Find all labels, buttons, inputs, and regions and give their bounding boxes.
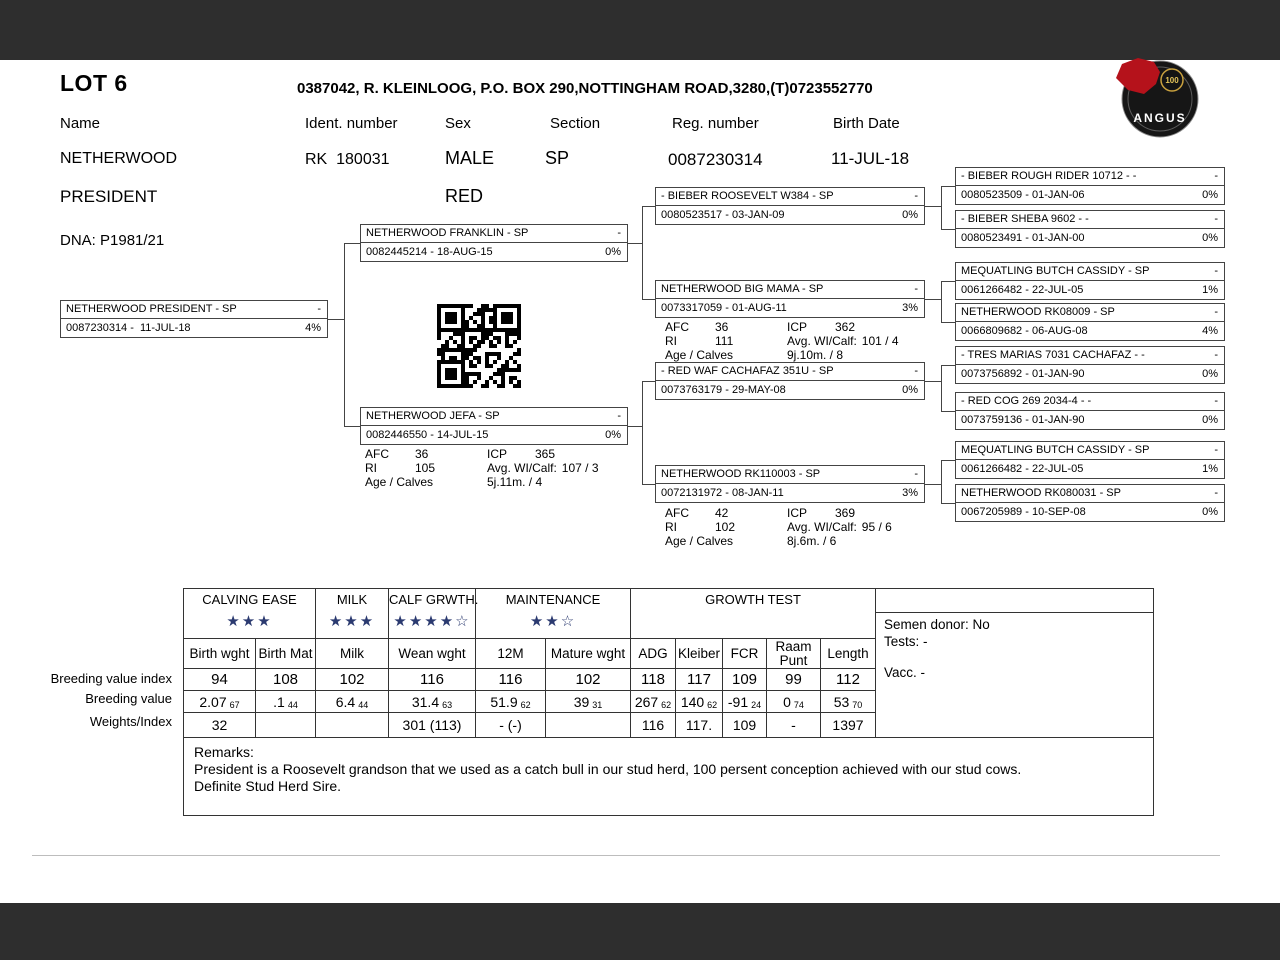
animal-reg: 0073756892 - 01-JAN-90 (961, 367, 1085, 380)
value-cell (821, 691, 876, 712)
section-value: SP (545, 148, 570, 168)
connector-line (941, 186, 955, 187)
col-mature-wght: Mature wght (546, 639, 631, 668)
pedigree-name-row (956, 211, 1224, 229)
avg-value: 95 / 6 (861, 520, 892, 534)
remarks-section (184, 737, 1153, 815)
col-birth-wght: Birth wght (184, 639, 256, 668)
pedigree-box-dam (360, 407, 628, 445)
pedigree-name-row (956, 347, 1224, 365)
inbreeding-pct: 3% (902, 486, 918, 499)
ri-value: 111 (715, 334, 734, 348)
weight-cell: 109 (723, 713, 767, 737)
label-ident-number: Ident. number (305, 115, 398, 132)
index-cell: 102 (546, 669, 631, 690)
connector-line (925, 484, 941, 485)
animal-reg: 0073317059 - 01-AUG-11 (661, 301, 787, 314)
weight-cell (256, 713, 316, 737)
dash: - (1214, 306, 1218, 318)
connector-line (642, 381, 643, 484)
ebv-value: 53 (833, 693, 850, 710)
remarks-text: President is a Roosevelt grandson that we used as a catch bull in our stud herd, 100 persent conception achieved with our stud cows. Definite Stud Herd Sire. (194, 761, 1022, 794)
connector-line (941, 365, 955, 366)
pedigree-reg-row (61, 319, 327, 337)
group-maintenance (476, 589, 631, 638)
lot-number: LOT 6 (60, 70, 128, 96)
col-12m: 12M (476, 639, 546, 668)
avg-label: Avg. WI/Calf: (487, 461, 557, 475)
connector-line (941, 503, 955, 504)
connector-line (925, 299, 941, 300)
connector-line (941, 365, 942, 411)
dna-number: DNA: P1981/21 (60, 232, 165, 249)
pedigree-reg-row (656, 299, 924, 317)
pedigree-name-row (956, 168, 1224, 186)
pedigree-name-row (361, 225, 627, 243)
ebv-accuracy: 31 (592, 699, 603, 710)
value-cell (631, 691, 676, 712)
value-cell (546, 691, 631, 712)
afc-value: 36 (415, 447, 429, 461)
pedigree-reg-row (956, 503, 1224, 521)
animal-reg: 0080523491 - 01-JAN-00 (961, 231, 1085, 244)
dash: - (1214, 349, 1218, 361)
stats-line (665, 334, 899, 348)
age-label: Age / Calves (365, 475, 434, 489)
animal-name: NETHERWOOD FRANKLIN - SP (366, 227, 529, 239)
connector-line (642, 299, 655, 300)
star-rating: ★★★★☆ (393, 613, 471, 630)
weight-cell: 32 (184, 713, 256, 737)
animal-reg: 0082445214 - 18-AUG-15 (366, 245, 493, 258)
value-cell (723, 691, 767, 712)
avg-label: Avg. WI/Calf: (787, 520, 857, 534)
animal-name: MEQUATLING BUTCH CASSIDY - SP (961, 444, 1150, 456)
pedigree-box-ggp2 (955, 210, 1225, 248)
stats-dam (365, 447, 599, 489)
dash: - (1214, 395, 1218, 407)
animal-reg: 0087230314 - 11-JUL-18 (66, 321, 191, 334)
pedigree-reg-row (956, 365, 1224, 383)
weight-cell: 1397 (821, 713, 876, 737)
connector-line (941, 411, 955, 412)
ebv-accuracy: 74 (793, 699, 804, 710)
connector-line (642, 206, 655, 207)
col-birth-mat: Birth Mat (256, 639, 316, 668)
star-rating: ★★★ (328, 613, 376, 630)
inbreeding-pct: 4% (305, 321, 321, 334)
connector-line (628, 243, 642, 244)
pedigree-reg-row (956, 281, 1224, 299)
icp-label: ICP (787, 506, 808, 520)
dash: - (1214, 444, 1218, 456)
weight-cell (316, 713, 389, 737)
side-panel-divider (876, 589, 1153, 613)
animal-name-line1: NETHERWOOD (60, 150, 178, 167)
group-label: CALF GRWTH. (389, 592, 479, 607)
group-label: MILK (336, 592, 368, 607)
logo-brand-text: ANGUS (1133, 111, 1187, 125)
connector-line (941, 229, 955, 230)
semen-donor-status: Semen donor: No (884, 617, 990, 632)
label-reg-number: Reg. number (672, 115, 759, 132)
col-fcr: FCR (723, 639, 767, 668)
connector-line (941, 460, 942, 503)
angus-logo (1108, 56, 1200, 145)
connector-line (925, 381, 941, 382)
breeding-value-index-row (184, 669, 876, 691)
inbreeding-pct: 1% (1202, 462, 1218, 475)
animal-reg: 0080523517 - 03-JAN-09 (661, 208, 785, 221)
value-cell (389, 691, 476, 712)
value-cell (184, 691, 256, 712)
row-label-breeding-value: Breeding value (85, 691, 172, 706)
pedigree-name-row (956, 393, 1224, 411)
connector-line (344, 243, 345, 426)
index-cell: 116 (476, 669, 546, 690)
star-rating: ★★☆ (529, 613, 577, 630)
index-cell: 94 (184, 669, 256, 690)
stats-line (665, 320, 899, 334)
connector-line (941, 322, 955, 323)
ebv-value: 6.4 (335, 693, 356, 710)
row-label-breeding-value-index: Breeding value index (50, 671, 172, 686)
ebv-value: 2.07 (199, 693, 227, 710)
inbreeding-pct: 0% (1202, 505, 1218, 518)
dash: - (914, 365, 918, 377)
animal-name: NETHERWOOD RK080031 - SP (961, 487, 1121, 499)
inbreeding-pct: 0% (902, 383, 918, 396)
group-label: CALVING EASE (202, 592, 297, 607)
pedigree-box-animal (60, 300, 328, 338)
label-birth-date: Birth Date (833, 115, 900, 132)
ebv-accuracy: 62 (707, 699, 718, 710)
pedigree-reg-row (956, 229, 1224, 247)
dash: - (1214, 170, 1218, 182)
weight-cell (546, 713, 631, 737)
animal-reg: 0072131972 - 08-JAN-11 (661, 486, 784, 499)
animal-name-line2: PRESIDENT (60, 187, 158, 206)
index-cell: 112 (821, 669, 876, 690)
breeding-value-row (184, 691, 876, 713)
age-value: 8j.6m. / 6 (787, 534, 837, 548)
inbreeding-pct: 1% (1202, 283, 1218, 296)
pedigree-reg-row (361, 243, 627, 261)
star-rating: ★★★ (226, 613, 273, 630)
index-cell: 108 (256, 669, 316, 690)
connector-line (344, 243, 360, 244)
index-cell: 102 (316, 669, 389, 690)
col-adg: ADG (631, 639, 676, 668)
dash: - (1214, 487, 1218, 499)
afc-label: AFC (665, 320, 689, 334)
dash: - (914, 283, 918, 295)
animal-name: NETHERWOOD RK110003 - SP (661, 468, 821, 480)
pedigree-reg-row (956, 460, 1224, 478)
animal-reg: 0082446550 - 14-JUL-15 (366, 428, 489, 441)
inbreeding-pct: 0% (1202, 413, 1218, 426)
ebv-accuracy: 63 (442, 699, 453, 710)
animal-reg: 0061266482 - 22-JUL-05 (961, 462, 1084, 475)
animal-reg: 0073763179 - 29-MAY-08 (661, 383, 786, 396)
reg-number-value: 0087230314 (668, 150, 763, 169)
viewer-bottom-bar (0, 903, 1280, 960)
ri-value: 102 (715, 520, 736, 534)
inbreeding-pct: 0% (1202, 367, 1218, 380)
pedigree-name-row (656, 363, 924, 381)
weight-cell: 301 (113) (389, 713, 476, 737)
dash: - (1214, 265, 1218, 277)
dash: - (1214, 213, 1218, 225)
inbreeding-pct: 4% (1202, 324, 1218, 337)
animal-reg: 0073759136 - 01-JAN-90 (961, 413, 1085, 426)
group-milk (316, 589, 389, 638)
value-cell (256, 691, 316, 712)
icp-label: ICP (787, 320, 808, 334)
group-label: MAINTENANCE (505, 592, 601, 607)
ebv-value: -91 (727, 693, 749, 710)
ebv-accuracy: 62 (661, 699, 672, 710)
age-label: Age / Calves (665, 348, 734, 362)
ebv-value: 267 (634, 693, 659, 710)
animal-name: - BIEBER SHEBA 9602 - - (961, 213, 1089, 225)
remarks-label: Remarks: (194, 744, 254, 760)
label-section: Section (550, 115, 601, 132)
stats-line (665, 520, 892, 534)
pedigree-box-gp2 (655, 280, 925, 318)
weight-cell: 117. (676, 713, 723, 737)
pedigree-box-ggp5 (955, 346, 1225, 384)
ebv-value: .1 (273, 693, 285, 710)
index-cell: 109 (723, 669, 767, 690)
connector-line (328, 319, 344, 320)
label-sex: Sex (445, 115, 471, 132)
pedigree-name-row (956, 485, 1224, 503)
stats-sire-dam (665, 320, 899, 362)
stats-line (365, 475, 599, 489)
col-wean-wght: Wean wght (389, 639, 476, 668)
dash: - (914, 468, 918, 480)
pedigree-box-sire (360, 224, 628, 262)
weights-index-row (184, 713, 876, 737)
pedigree-reg-row (656, 206, 924, 224)
connector-line (941, 281, 942, 322)
dash: - (317, 303, 321, 315)
pedigree-name-row (361, 408, 627, 426)
pedigree-box-ggp4 (955, 303, 1225, 341)
animal-name: - RED COG 269 2034-4 - - (961, 395, 1092, 407)
age-label: Age / Calves (665, 534, 734, 548)
pedigree-name-row (656, 188, 924, 206)
qr-code (437, 304, 523, 390)
pedigree-box-gp3 (655, 362, 925, 400)
column-header-row (184, 639, 876, 669)
pedigree-box-ggp8 (955, 484, 1225, 522)
connector-line (941, 281, 955, 282)
value-cell (316, 691, 389, 712)
pedigree-name-row (956, 442, 1224, 460)
age-value: 5j.11m. / 4 (487, 475, 543, 489)
animal-name: NETHERWOOD BIG MAMA - SP (661, 283, 824, 295)
sex-value: MALE (445, 148, 495, 168)
connector-line (628, 426, 642, 427)
anniversary-text: 100 (1165, 76, 1179, 85)
connector-line (642, 206, 643, 299)
afc-value: 42 (715, 506, 729, 520)
animal-name: MEQUATLING BUTCH CASSIDY - SP (961, 265, 1150, 277)
dash: - (617, 410, 621, 422)
col-length: Length (821, 639, 876, 668)
animal-name: - TRES MARIAS 7031 CACHAFAZ - - (961, 349, 1145, 361)
colour-value: RED (445, 186, 484, 206)
animal-name: - BIEBER ROOSEVELT W384 - SP (661, 190, 834, 202)
dash: - (914, 190, 918, 202)
inbreeding-pct: 0% (1202, 231, 1218, 244)
group-header-row (184, 589, 876, 639)
pedigree-name-row (656, 281, 924, 299)
row-label-weights-index: Weights/Index (89, 714, 172, 729)
value-cell (476, 691, 546, 712)
animal-name: NETHERWOOD JEFA - SP (366, 410, 500, 422)
angus-logo-icon (1108, 56, 1200, 140)
group-growth-test (631, 589, 876, 638)
pedigree-name-row (956, 263, 1224, 281)
ebv-accuracy: 44 (358, 699, 369, 710)
table-left-grid (184, 589, 876, 737)
inbreeding-pct: 0% (1202, 188, 1218, 201)
ebv-accuracy: 67 (229, 699, 240, 710)
weight-cell: - (-) (476, 713, 546, 737)
inbreeding-pct: 0% (605, 245, 621, 258)
pedigree-name-row (656, 466, 924, 484)
pedigree-box-gp4 (655, 465, 925, 503)
weight-cell: - (767, 713, 821, 737)
viewer-top-bar (0, 0, 1280, 60)
ri-label: RI (665, 520, 677, 534)
icp-label: ICP (487, 447, 508, 461)
ebv-value: 51.9 (490, 693, 518, 710)
stats-line (665, 534, 892, 548)
label-name: Name (60, 115, 101, 132)
ebv-value: 31.4 (411, 693, 440, 710)
group-calf-growth (389, 589, 479, 638)
ebv-value: 0 (783, 693, 791, 710)
pedigree-reg-row (361, 426, 627, 444)
ebv-value: 39 (573, 693, 590, 710)
pedigree-reg-row (656, 381, 924, 399)
footer-divider (32, 855, 1220, 856)
pedigree-name-row (956, 304, 1224, 322)
pedigree-name-row (61, 301, 327, 319)
connector-line (642, 484, 655, 485)
stats-dam-dam (665, 506, 892, 548)
birth-date-value: 11-JUL-18 (831, 149, 910, 168)
connector-line (941, 460, 955, 461)
group-label: GROWTH TEST (705, 592, 801, 607)
inbreeding-pct: 0% (902, 208, 918, 221)
inbreeding-pct: 3% (902, 301, 918, 314)
afc-value: 36 (715, 320, 729, 334)
avg-label: Avg. WI/Calf: (787, 334, 857, 348)
ebv-accuracy: 70 (852, 699, 863, 710)
ri-label: RI (665, 334, 677, 348)
animal-name: NETHERWOOD PRESIDENT - SP (66, 303, 237, 315)
avg-value: 101 / 4 (861, 334, 899, 348)
stats-line (365, 461, 599, 475)
pedigree-box-ggp7 (955, 441, 1225, 479)
index-cell: 116 (389, 669, 476, 690)
afc-label: AFC (665, 506, 689, 520)
pedigree-box-ggp3 (955, 262, 1225, 300)
value-cell (676, 691, 723, 712)
group-calving-ease (184, 589, 316, 638)
ebv-value: 140 (680, 693, 705, 710)
afc-label: AFC (365, 447, 389, 461)
value-cell (767, 691, 821, 712)
icp-value: 362 (835, 320, 856, 334)
breeder-contact-line: 0387042, R. KLEINLOOG, P.O. BOX 290,NOTTINGHAM ROAD,3280,(T)0723552770 (297, 80, 873, 97)
stats-line (665, 348, 899, 362)
pedigree-reg-row (656, 484, 924, 502)
dash: - (617, 227, 621, 239)
connector-line (642, 381, 655, 382)
tests-status: Tests: - (884, 634, 928, 649)
index-cell: 99 (767, 669, 821, 690)
breeding-value-table (183, 588, 1154, 816)
animal-reg: 0067205989 - 10-SEP-08 (961, 505, 1086, 518)
pedigree-box-ggp6 (955, 392, 1225, 430)
inbreeding-pct: 0% (605, 428, 621, 441)
index-cell: 117 (676, 669, 723, 690)
ebv-accuracy: 24 (751, 699, 762, 710)
col-raam-punt: Raam Punt (767, 639, 821, 668)
stats-line (665, 506, 892, 520)
connector-line (344, 426, 360, 427)
icp-value: 365 (535, 447, 556, 461)
table-side-panel (876, 589, 1153, 737)
col-milk: Milk (316, 639, 389, 668)
animal-reg: 0080523509 - 01-JAN-06 (961, 188, 1085, 201)
animal-reg: 0066809682 - 06-AUG-08 (961, 324, 1088, 337)
pedigree-reg-row (956, 411, 1224, 429)
col-kleiber: Kleiber (676, 639, 723, 668)
ident-number-value: RK 180031 (305, 151, 390, 168)
pedigree-reg-row (956, 186, 1224, 204)
age-value: 9j.10m. / 8 (787, 348, 844, 362)
ri-label: RI (365, 461, 377, 475)
animal-name: NETHERWOOD RK08009 - SP (961, 306, 1115, 318)
connector-line (925, 206, 941, 207)
icp-value: 369 (835, 506, 856, 520)
weight-cell: 116 (631, 713, 676, 737)
ebv-accuracy: 44 (287, 699, 298, 710)
pedigree-reg-row (956, 322, 1224, 340)
animal-reg: 0061266482 - 22-JUL-05 (961, 283, 1084, 296)
index-cell: 118 (631, 669, 676, 690)
ebv-accuracy: 62 (520, 699, 531, 710)
animal-name: - RED WAF CACHAFAZ 351U - SP (661, 365, 834, 377)
ri-value: 105 (415, 461, 436, 475)
animal-name: - BIEBER ROUGH RIDER 10712 - - (961, 170, 1137, 182)
avg-value: 107 / 3 (561, 461, 599, 475)
pedigree-box-ggp1 (955, 167, 1225, 205)
vaccination-status: Vacc. - (884, 665, 926, 680)
pedigree-box-gp1 (655, 187, 925, 225)
stats-line (365, 447, 599, 461)
connector-line (941, 186, 942, 229)
